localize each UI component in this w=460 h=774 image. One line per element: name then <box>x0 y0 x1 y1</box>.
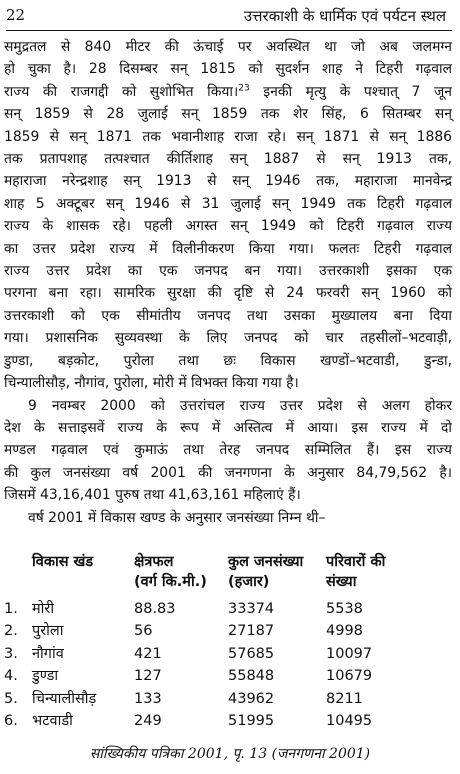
table-intro: वर्ष 2001 में विकास खण्ड के अनुसार जनसंख्या निम्न थी– <box>28 509 326 526</box>
table-row <box>4 620 454 642</box>
table-row <box>4 643 454 665</box>
header-area-unit: (वर्ग कि.मी.) <box>134 574 207 590</box>
source-citation: सांख्यिकीय पत्रिका 2001, पृ. 13 (जनगणना 2001) <box>89 746 371 762</box>
cell-area: 56 <box>134 623 153 640</box>
text-line: 9 नवम्बर 2000 को उत्तरांचल राज्य उत्तर प्रदेश से अलग होकर <box>28 397 452 414</box>
header-population-line: कुल जनसंख्या <box>228 554 304 570</box>
text-line-start: राज्य की राजगद्दी को सुशोभित किया। <box>4 83 239 100</box>
running-title: उत्तरकाशी के धार्मिक एवं पर्यटन स्थल <box>243 7 446 25</box>
footnote-ref: 23 <box>238 83 250 94</box>
cell-block-name: भटवाडी <box>32 713 73 730</box>
cell-serial: 2. <box>4 623 18 640</box>
text-line <box>4 81 452 103</box>
population-table <box>4 552 454 732</box>
cell-population: 33374 <box>228 601 275 617</box>
text-line: राज्य उत्तर प्रदेश का एक जनपद बन गया। उत्तरकाशी इसका एक <box>4 263 452 280</box>
text-line: गया। प्रशासनिक सुव्यवस्था के लिए जनपद को चार तहसीलों–भटवाड़ी, <box>4 330 452 347</box>
cell-area: 249 <box>134 713 162 730</box>
paragraph-history <box>4 36 452 395</box>
text-line: मण्डल गढ़वाल एवं कुमाऊं तथा तेरह जनपद सम्मिलित हैं। इस राज्य <box>4 442 452 459</box>
text-line: राज्य के शासक रहे। पहली अगस्त सन् 1949 को टिहरी गढ़वाल राज्य <box>4 218 452 235</box>
cell-block-name: मोरी <box>32 601 55 617</box>
text-line: समुद्रतल से 840 मीटर की ऊंचाई पर अवस्थित था जो अब जलमग्न <box>4 39 452 55</box>
cell-block-name: पुरोला <box>32 623 64 640</box>
cell-serial: 3. <box>4 645 18 662</box>
header-area <box>134 552 228 598</box>
cell-block-name: चिन्यालीसौड़ <box>32 690 97 707</box>
table-header-row <box>4 552 454 598</box>
cell-population: 57685 <box>228 645 275 662</box>
cell-population: 43962 <box>228 690 275 707</box>
header-area-line: क्षेत्रफल <box>134 554 174 570</box>
header-households-unit: संख्या <box>326 574 357 590</box>
table-row <box>4 598 454 620</box>
page-header <box>6 6 446 28</box>
cell-area: 421 <box>134 645 162 662</box>
text-line: डुण्डा, बड़कोट, पुरोला तथा छः विकास खण्डों–भटवाडी, डुन्डा, <box>4 352 452 369</box>
page-number: 22 <box>6 6 26 24</box>
body-text <box>4 36 452 529</box>
header-households <box>326 552 454 598</box>
cell-serial: 4. <box>4 668 18 685</box>
cell-households: 8211 <box>326 690 363 707</box>
table-row <box>4 665 454 687</box>
cell-households: 5538 <box>326 601 363 617</box>
header-rule <box>6 30 452 31</box>
cell-area: 133 <box>134 690 162 707</box>
table-row <box>4 710 454 732</box>
text-line: तक प्रतापशाह तत्पश्चात कीर्तिशाह सन् 1887 से सन् 1913 तक, <box>4 151 452 168</box>
cell-serial: 5. <box>4 690 18 707</box>
header-households-line: परिवारों की <box>326 554 386 570</box>
text-line: जिसमें 43,16,401 पुरुष तथा 41,63,161 महिलाएं हैं। <box>4 487 301 504</box>
header-serial <box>4 552 32 598</box>
cell-households: 10097 <box>326 645 373 662</box>
text-line: उत्तरकाशी को एक सीमांतीय जनपद तथा उसका मुख्यालय बना दिया <box>4 307 452 324</box>
table-row <box>4 688 454 710</box>
cell-households: 10679 <box>326 668 373 685</box>
text-line: देश के सत्ताइसवें राज्य के रूप में अस्तित्व में आया। इस राज्य में दो <box>4 419 452 436</box>
text-line: परगना बना रहा। सामरिक सुरक्षा की दृष्टि से 24 फरवरी सन् 1960 को <box>4 285 452 302</box>
text-line: हो चुका है। 28 दिसम्बर सन् 1815 को सुदर्शन शाह ने टिहरी गढ़वाल <box>4 61 452 78</box>
text-line: का उत्तर प्रदेश राज्य में विलीनीकरण किया गया। फलतः टिहरी गढ़वाल <box>4 240 452 257</box>
header-block: विकास खंड <box>32 554 94 570</box>
text-line: की कुल जनसंख्या वर्ष 2001 की जनगणना के अनुसार 84,79,562 है। <box>4 464 452 481</box>
text-line: शाह 5 अक्टूबर सन् 1946 से 31 जुलाई सन् 1949 तक टिहरी गढ़वाल <box>4 195 452 212</box>
text-line: सन् 1859 से 28 जुलाई सन् 1859 तक शेर सिंह, 6 सितम्बर सन् <box>4 106 452 123</box>
cell-area: 88.83 <box>134 601 176 617</box>
cell-block-name: नौगांव <box>32 645 64 662</box>
paragraph-state-formation <box>4 395 452 507</box>
cell-block-name: डुण्डा <box>32 668 59 685</box>
cell-serial: 1. <box>4 601 18 617</box>
cell-population: 27187 <box>228 623 275 640</box>
cell-area: 127 <box>134 668 162 685</box>
header-population-unit: (हजार) <box>228 574 270 590</box>
cell-serial: 6. <box>4 713 18 730</box>
cell-households: 4998 <box>326 623 363 640</box>
text-line: महाराजा नरेन्द्रशाह सन् 1913 से सन् 1946 तक, महाराजा मानवेन्द्र <box>4 173 452 190</box>
text-line-end: इनकी मृत्यु के पश्चात् 7 जून <box>249 83 452 100</box>
text-line: 1859 से सन् 1871 तक भवानीशाह राजा रहे। सन् 1871 से सन् 1886 <box>4 128 452 145</box>
cell-population: 51995 <box>228 713 275 730</box>
header-population <box>228 552 326 598</box>
text-line: चिन्यालीसौड़, नौगांव, पुरोला, मोरी में विभक्त किया गया है। <box>4 375 299 392</box>
cell-population: 55848 <box>228 668 275 685</box>
cell-households: 10495 <box>326 713 373 730</box>
